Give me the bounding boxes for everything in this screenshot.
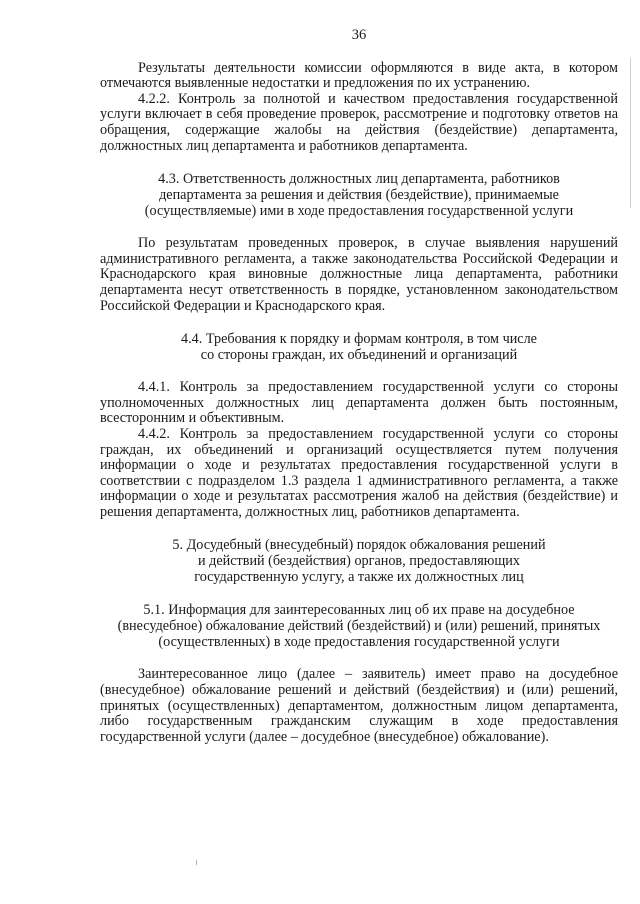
paragraph-4-2-2: 4.2.2. Контроль за полнотой и качеством предоставления государственной услуги включает в себя проведение проверок, рассмотрение и подготовку ответов на обращения, содержащие жалобы на действия (бездействие) департамента, должностных лиц департамента и работников департамента. xyxy=(100,90,618,154)
heading-5-line-1: 5. Досудебный (внесудебный) порядок обжалования решений xyxy=(172,537,546,554)
heading-4-3-line-1: 4.3. Ответственность должностных лиц департамента, работников xyxy=(158,171,560,188)
heading-4-4 xyxy=(100,331,618,363)
heading-4-4-line-1: 4.4. Требования к порядку и формам контроля, в том числе xyxy=(181,331,537,348)
paragraph-appeal-right: Заинтересованное лицо (далее – заявитель) имеет право на досудебное (внесудебное) обжалование решений и действий (бездействия) и (или) решений, принятых (осуществленных) департаментом, должностным лицом департамента, либо государственным гражданским служащим в ходе предоставления государственной услуги (далее – досудебное (внесудебное) обжалование). xyxy=(100,666,618,745)
heading-5-line-3: государственную услугу, а также их должностных лиц xyxy=(194,569,524,586)
heading-5-1 xyxy=(100,602,618,650)
heading-5-line-2: и действий (бездействия) органов, предоставляющих xyxy=(198,553,520,570)
scan-edge-line xyxy=(630,58,631,208)
paragraph-responsibility: По результатам проведенных проверок, в случае выявления нарушений административного регламента, а также законодательства Российской Федерации и Краснодарского края виновные должностные лица департамента, работники департамента несут ответственность в порядке, установленном законодательством Российской Федерации и Краснодарского края. xyxy=(100,235,618,314)
paragraph-commission-results: Результаты деятельности комиссии оформляются в виде акта, в котором отмечаются выявленные недостатки и предложения по их устранению. xyxy=(100,59,618,92)
heading-5-1-line-2: (внесудебное) обжалование действий (бездействий) и (или) решений, принятых xyxy=(117,618,601,635)
paragraph-4-4-1: 4.4.1. Контроль за предоставлением государственной услуги со стороны уполномоченных должностных лиц департамента должен быть постоянным, всесторонним и объективным. xyxy=(100,379,618,427)
paragraph-4-4-2: 4.4.2. Контроль за предоставлением государственной услуги со стороны граждан, их объединений и организаций осуществляется путем получения информации о ходе и результатах предоставления государственной услуги в соответствии с подразделом 1.3 раздела 1 административного регламента, а также информации о ходе и результатах рассмотрения жалоб на действия (бездействие) и решения департамента, должностных лиц, работников департамента. xyxy=(100,425,618,520)
heading-4-3-line-2: департамента за решения и действия (бездействие), принимаемые xyxy=(159,187,559,204)
document-page xyxy=(100,28,618,745)
heading-4-3 xyxy=(100,171,618,219)
heading-5-1-line-1: 5.1. Информация для заинтересованных лиц об их праве на досудебное xyxy=(143,602,575,619)
heading-5 xyxy=(100,537,618,585)
heading-4-3-line-3: (осуществляемые) ими в ходе предоставления государственной услуги xyxy=(144,203,574,220)
page-number: 36 xyxy=(351,27,367,43)
heading-4-4-line-2: со стороны граждан, их объединений и организаций xyxy=(200,347,518,364)
heading-5-1-line-3: (осуществленных) в ходе предоставления государственной услуги xyxy=(158,634,560,651)
scan-speck xyxy=(196,860,197,865)
